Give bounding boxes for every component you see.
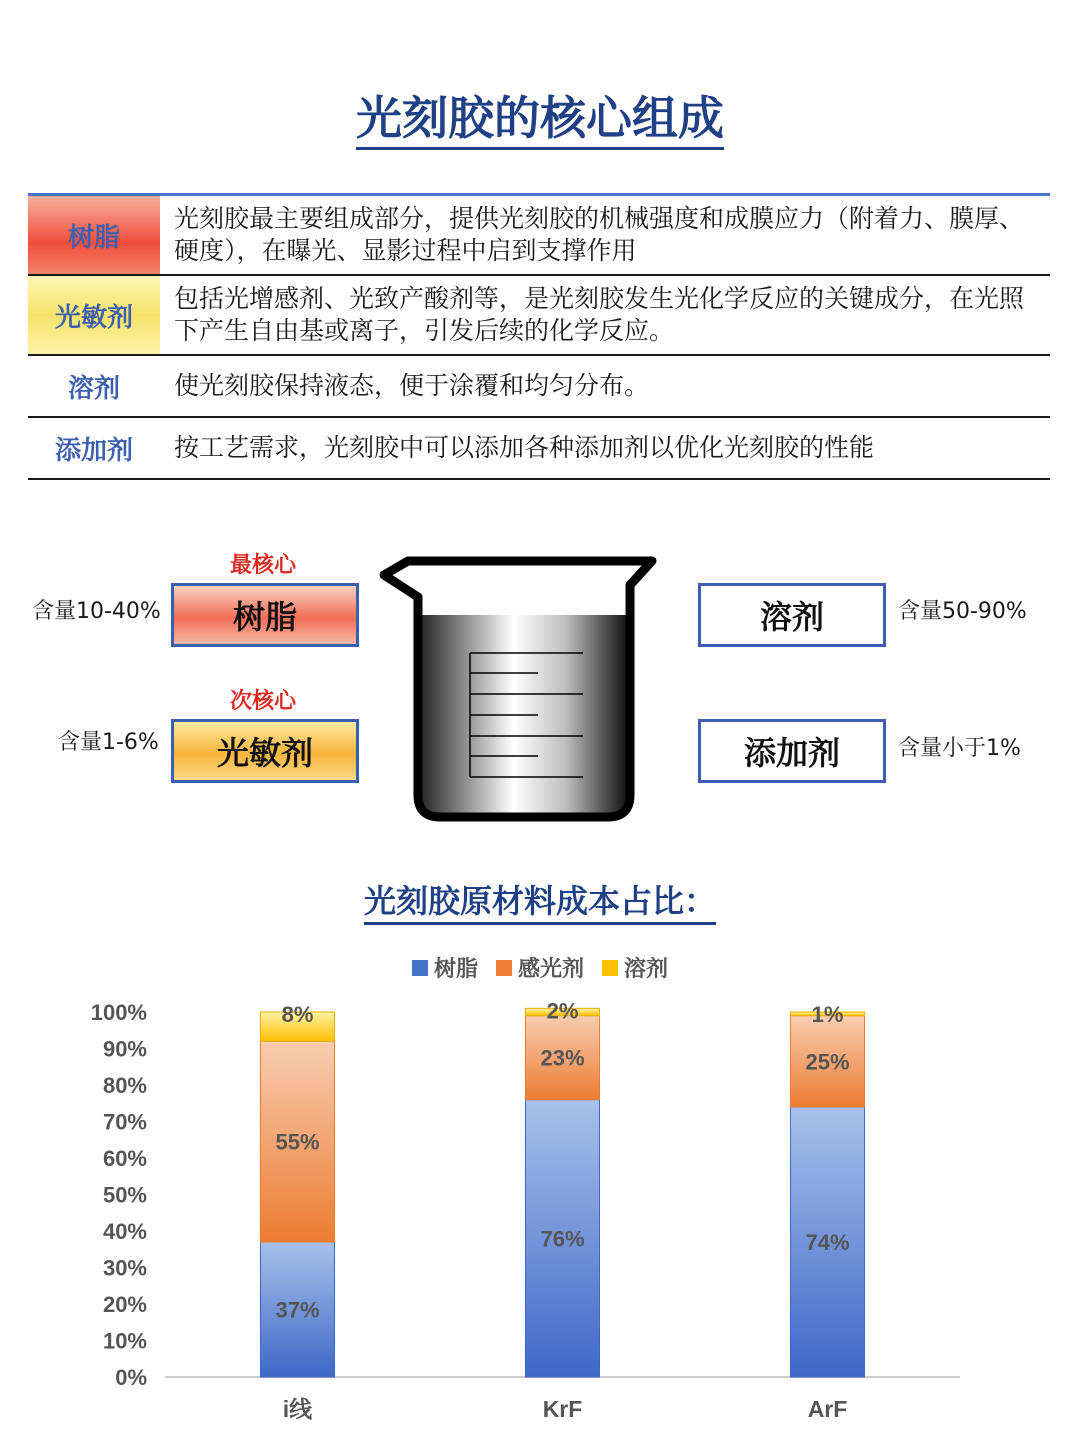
- y-tick-label: 50%: [102, 1182, 147, 1208]
- solvent-content: 含量50-90%: [898, 599, 1027, 624]
- legend-label: 树脂: [433, 957, 478, 982]
- data-label: 1%: [811, 1002, 844, 1027]
- y-tick-label: 100%: [90, 1000, 147, 1025]
- component-desc: 使光刻胶保持液态，便于涂覆和均匀分布。: [174, 371, 650, 400]
- data-label: 37%: [275, 1297, 320, 1323]
- data-label: 76%: [540, 1226, 585, 1252]
- y-tick-label: 90%: [102, 1036, 147, 1062]
- component-desc: 按工艺需求，光刻胶中可以添加各种添加剂以优化光刻胶的性能: [174, 433, 875, 462]
- y-tick-label: 20%: [102, 1292, 147, 1317]
- y-tick-label: 10%: [102, 1328, 147, 1354]
- resin-tag: 最核心: [229, 553, 296, 578]
- solvent-box: 溶剂: [698, 583, 886, 647]
- y-tick-label: 60%: [102, 1146, 147, 1171]
- data-label: 2%: [546, 998, 579, 1024]
- composition-table: [28, 193, 1050, 480]
- additive-box: 添加剂: [698, 719, 886, 783]
- x-tick-label: ArF: [807, 1396, 848, 1422]
- sensitizer-content: 含量1-6%: [58, 730, 159, 755]
- component-name: 添加剂: [54, 435, 133, 466]
- data-label: 8%: [281, 1002, 314, 1027]
- composition-row-sensitizer: [28, 276, 1050, 356]
- y-tick-label: 30%: [102, 1255, 147, 1281]
- y-tick-label: 0%: [115, 1365, 147, 1390]
- x-tick-label: KrF: [542, 1396, 583, 1422]
- stacked-bar-chart: [0, 940, 1080, 1430]
- data-label: 55%: [275, 1129, 320, 1155]
- composition-row-additive: [28, 418, 1050, 480]
- chart-title: 光刻胶原材料成本占比：: [0, 876, 1080, 922]
- data-label: 74%: [805, 1229, 850, 1255]
- data-label: 23%: [540, 1045, 585, 1071]
- resin-content: 含量10-40%: [32, 599, 161, 624]
- additive-content: 含量小于1%: [898, 736, 1021, 761]
- legend-label: 感光剂: [517, 957, 584, 982]
- component-name: 溶剂: [67, 373, 120, 404]
- legend-label: 溶剂: [624, 957, 669, 982]
- x-tick-label: i线: [282, 1396, 313, 1422]
- composition-row-solvent: [28, 356, 1050, 418]
- component-desc: 光刻胶最主要组成部分，提供光刻胶的机械强度和成膜应力（附着力、膜厚、硬度），在曝光、显影过程中启到支撑作用: [174, 204, 1025, 265]
- y-tick-label: 40%: [102, 1219, 147, 1244]
- sensitizer-box: 光敏剂: [171, 719, 359, 783]
- component-desc: 包括光增感剂、光致产酸剂等，是光刻胶发生光化学反应的关键成分，在光照下产生自由基或离子，引发后续的化学反应。: [174, 284, 1025, 345]
- y-tick-label: 70%: [102, 1109, 147, 1135]
- beaker-illustration: [378, 555, 668, 830]
- page-title: 光刻胶的核心组成: [0, 82, 1080, 148]
- y-tick-label: 80%: [102, 1073, 147, 1098]
- sensitizer-tag: 次核心: [229, 689, 296, 714]
- component-name: 树脂: [28, 196, 160, 274]
- component-name: 光敏剂: [28, 276, 160, 354]
- data-label: 25%: [805, 1049, 850, 1075]
- composition-row-resin: [28, 196, 1050, 276]
- resin-box: 树脂: [171, 583, 359, 647]
